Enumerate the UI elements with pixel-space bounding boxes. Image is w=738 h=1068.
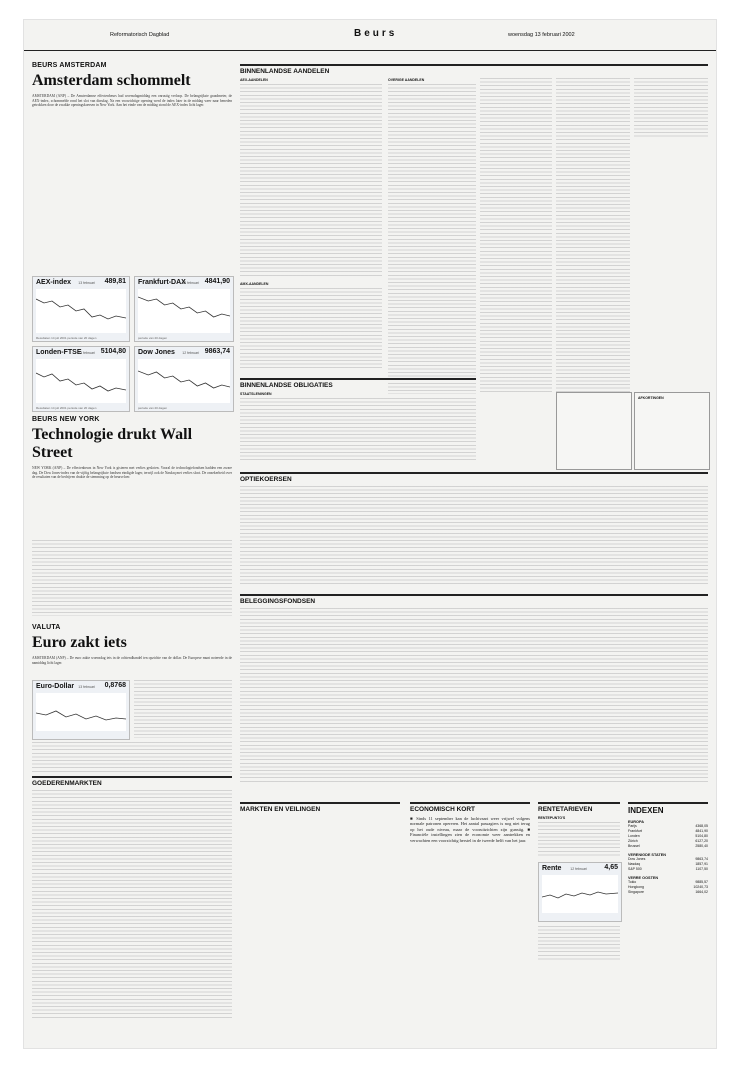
valuta-headline: Euro zakt iets <box>32 634 127 651</box>
londen-chart-plot <box>36 359 126 403</box>
index-value: 1664,02 <box>695 890 708 894</box>
index-value: 10240,73 <box>693 885 708 889</box>
aex-chart-date: 13 februari <box>78 281 95 285</box>
overige-aandelen-table <box>388 84 476 394</box>
index-name: Nasdaq <box>628 862 641 866</box>
overige-aandelen-col2 <box>480 78 552 394</box>
beleggingsfondsen-table <box>240 608 708 784</box>
index-value: 1857,91 <box>695 862 708 866</box>
afkortingen-label: AFKORTINGEN <box>638 396 664 400</box>
indexen-list <box>628 820 708 895</box>
paper-name: Reformatorisch Dagblad <box>110 32 170 38</box>
page-header <box>24 20 716 51</box>
newyork-article: NEW YORK (ANP) – De effectenbeurs in New York is gisteren met verlies gesloten. Vooral de technologiefondsen hadden een zware dag. De Dow Jones-index van de vijftig belangrijkste fondsen eindigde lager, terwijl ook de Nasdaq met verlies sloot. De onzekerheid over de resultaten van de bedrijven drukte de stemming op de beursvloer. <box>32 466 232 480</box>
goederen-label: GOEDERENMARKTEN <box>32 776 232 787</box>
aex-chart <box>32 276 130 342</box>
overige-aandelen-col4 <box>634 78 708 138</box>
rentepuntos-table <box>538 822 620 858</box>
section-title: Beurs <box>354 28 398 39</box>
index-group-verre-oosten: VERRE OOSTEN <box>628 876 659 880</box>
index-value: 9885,57 <box>695 880 708 884</box>
dowjones-chart <box>134 346 234 412</box>
valuta-label: VALUTA <box>32 624 61 631</box>
rente-chart-date: 12 februari <box>570 867 587 871</box>
frankfurt-chart-plot <box>138 289 230 333</box>
index-value: 5104,80 <box>695 834 708 838</box>
index-value: 4368,05 <box>695 824 708 828</box>
index-row <box>628 844 708 849</box>
londen-chart-date: 13 februari <box>78 351 95 355</box>
index-row <box>628 867 708 872</box>
index-name: Frankfurt <box>628 829 643 833</box>
frankfurt-chart-value: 4841,90 <box>204 278 230 285</box>
obligaties-label: BINNENLANDSE OBLIGATIES <box>240 378 476 389</box>
aex-chart-value: 489,81 <box>104 278 126 285</box>
index-name: Brussel <box>628 844 640 848</box>
frankfurt-chart-title: Frankfurt-DAX <box>138 279 186 286</box>
rente-chart <box>538 862 622 922</box>
valuta-article: AMSTERDAM (ANP) – De euro zakte woensdag iets in de ochtendhandel ten opzichte van de dollar. De Europese munt noteerde in de namiddag licht lager. <box>32 656 232 665</box>
newyork-section <box>32 416 232 480</box>
frankfurt-chart-date: 13 februari <box>182 281 199 285</box>
newspaper-page <box>24 20 716 1048</box>
index-group-vs: VERENIGDE STATEN <box>628 853 667 857</box>
index-value: 9863,74 <box>695 857 708 861</box>
valuta-section <box>32 624 232 665</box>
optiekoersen-label: OPTIEKOERSEN <box>240 472 708 483</box>
markten-label: MARKTEN EN VEILINGEN <box>240 802 400 813</box>
index-value: 6127,20 <box>695 839 708 843</box>
euro-dollar-plot <box>36 693 126 731</box>
index-name: S&P 500 <box>628 867 642 871</box>
dowjones-chart-footnote: periode van 20 dagen <box>138 406 168 410</box>
economisch-article: ■ Sinds 11 september kan de luchtvaart weer vrijwel volgens normale patronen opereren. Het aantal passagiers is nog niet terug op het oude niveau, maar de vooruitzichten zijn gunstig. ■ Financiële instellingen zien de economie weer aantrekken en verwachten een voorzichtig herstel in de tweede helft van het jaar. <box>410 816 530 843</box>
afkortingen-box <box>634 392 710 470</box>
dowjones-chart-date: 12 februari <box>182 351 199 355</box>
indexen-label: INDEXEN <box>628 802 708 815</box>
londen-chart <box>32 346 130 412</box>
index-name: Londen <box>628 834 640 838</box>
rentetarieven-label: RENTETARIEVEN <box>538 802 620 813</box>
beleggingsfondsen-label: BELEGGINGSFONDSEN <box>240 594 708 605</box>
aex-chart-title: AEX-index <box>36 279 72 286</box>
frankfurt-chart-footnote: periode van 20 dagen <box>138 336 168 340</box>
obligaties-table <box>240 398 476 462</box>
amx-aandelen-table <box>240 288 382 370</box>
issue-date: woensdag 13 februari 2002 <box>508 32 575 38</box>
euro-dollar-title: Euro-Dollar <box>36 683 75 690</box>
frankfurt-chart <box>134 276 234 342</box>
newyork-headline: Technologie drukt Wall Street <box>32 426 193 461</box>
rente-chart-title: Rente <box>542 865 562 872</box>
economisch-label: ECONOMISCH KORT <box>410 802 530 813</box>
index-value: 4841,90 <box>695 829 708 833</box>
aex-aandelen-table <box>240 84 382 278</box>
londen-chart-value: 5104,80 <box>100 348 126 355</box>
aex-aandelen-label: AEX-AANDELEN <box>240 78 268 82</box>
left-column <box>32 62 232 108</box>
index-name: Zürich <box>628 839 638 843</box>
rente-chart-value: 4,65 <box>604 864 618 871</box>
dowjones-chart-value: 9863,74 <box>204 348 230 355</box>
index-group-europa: EUROPA <box>628 820 644 824</box>
aex-chart-plot <box>36 289 126 333</box>
aandelen-label: BINNENLANDSE AANDELEN <box>240 64 708 75</box>
dowjones-chart-plot <box>138 359 230 403</box>
rentepuntos-label: RENTEPUNTO'S <box>538 816 566 820</box>
amerikaanse-fondsen-table <box>32 540 232 616</box>
euro-dollar-date: 13 februari <box>78 685 95 689</box>
index-name: Dow Jones <box>628 857 646 861</box>
index-name: Hongkong <box>628 885 644 889</box>
vreemd-geld-table <box>32 742 232 772</box>
londen-chart-title: Londen-FTSE <box>36 349 82 356</box>
londen-chart-footnote: Resultaten 14 juli 2001 periode van 20 dagen <box>36 406 97 410</box>
index-name: Singapore <box>628 890 644 894</box>
overige-aandelen-col3 <box>556 78 630 394</box>
index-name: Tokio <box>628 880 637 884</box>
index-value: 1107,50 <box>695 867 708 871</box>
dowjones-chart-title: Dow Jones <box>138 349 175 356</box>
amsterdam-headline: Amsterdam schommelt <box>32 72 191 89</box>
staatsleningen-label: STAATSLENINGEN <box>240 392 272 396</box>
amx-aandelen-label: AMX-AANDELEN <box>240 282 269 286</box>
index-value: 2580,40 <box>695 844 708 848</box>
valuta-table <box>134 680 232 738</box>
overige-aandelen-label: OVERIGE AANDELEN <box>388 78 425 82</box>
amsterdam-article: AMSTERDAM (ANP) – De Amsterdamse effectenbeurs had woensdagmiddag een onrustig verloop. De belangrijkste graadmeter, de AEX-index, schommelde rond het slot van dinsdag. Na een voorzichtige opening werd de index later in de middag weer naar beneden getrokken door de zwakke openingskoersen in New York. Aan het einde van de middag stond de AEX-index licht lager. <box>32 94 232 108</box>
index-row <box>628 890 708 895</box>
koersen-box <box>556 392 632 470</box>
geldmarkt-table <box>538 926 620 962</box>
euro-dollar-value: 0,8768 <box>104 682 126 689</box>
aex-chart-footnote: Resultaten 14 juli 2001 periode van 20 dagen <box>36 336 97 340</box>
newyork-label: BEURS NEW YORK <box>32 416 100 423</box>
rente-chart-plot <box>542 875 618 913</box>
euro-dollar-chart <box>32 680 130 740</box>
amsterdam-label: BEURS AMSTERDAM <box>32 62 107 69</box>
index-name: Parijs <box>628 824 637 828</box>
optiekoersen-table <box>240 486 708 586</box>
goederen-table <box>32 790 232 1018</box>
